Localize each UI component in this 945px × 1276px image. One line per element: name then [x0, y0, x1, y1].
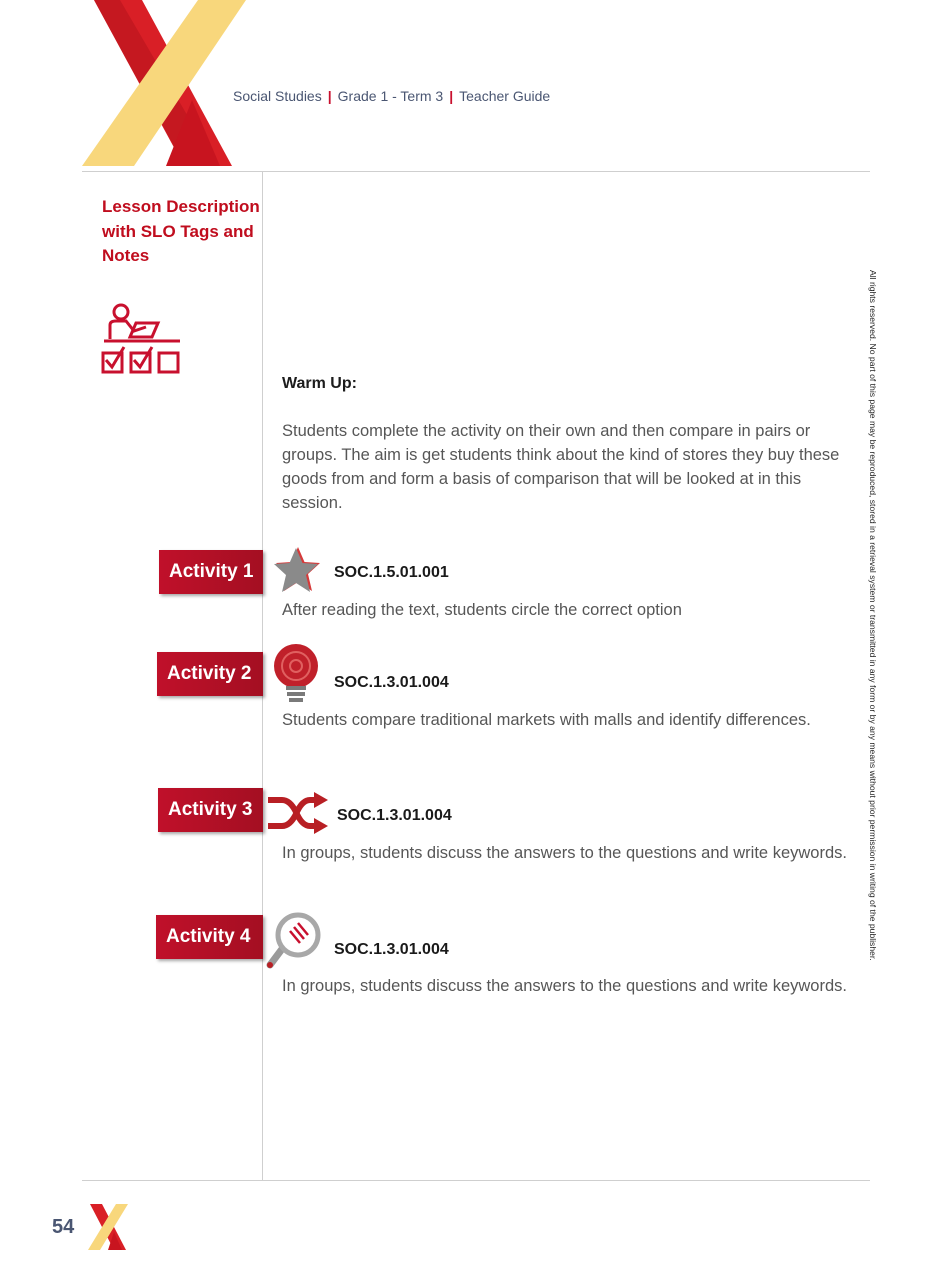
separator: | [327, 88, 332, 104]
section-title: Lesson Description with SLO Tags and Notes [102, 197, 260, 265]
guide-label: Teacher Guide [459, 88, 551, 104]
star-icon [270, 546, 322, 594]
separator: | [449, 88, 454, 104]
warm-up-title: Warm Up: [282, 375, 357, 392]
divider-top [82, 171, 870, 172]
warm-up-text: Students complete the activity on their own and then compare in pairs or groups. The aim is get students think about the kind of stores they buy these goods from and form a basis of comparison that will be looked at in this session. [282, 422, 840, 512]
shuffle-icon [266, 792, 328, 834]
activity-text: In groups, students discuss the answers to the questions and write keywords. [282, 977, 847, 995]
activity-text: After reading the text, students circle the correct option [282, 601, 682, 619]
breadcrumb [233, 88, 550, 104]
activity-badge: Activity 2 [157, 652, 263, 696]
activity-badge: Activity 4 [156, 915, 263, 959]
copyright-note [866, 270, 880, 1010]
grade-label: Grade 1 - Term 3 [337, 88, 444, 104]
lightbulb-icon [270, 642, 322, 706]
subject-label: Social Studies [233, 88, 322, 104]
magnifier-icon [266, 911, 328, 971]
slo-tag: SOC.1.3.01.004 [334, 674, 449, 691]
page-number: 54 [52, 1216, 75, 1238]
brand-logo-top [80, 0, 250, 166]
slo-tag: SOC.1.3.01.004 [334, 941, 449, 958]
activity-text: Students compare traditional markets with malls and identify differences. [282, 711, 811, 729]
divider-bottom [82, 1180, 870, 1181]
brand-logo-bottom [86, 1204, 130, 1250]
teacher-desk-icon [100, 303, 184, 377]
slo-tag: SOC.1.5.01.001 [334, 564, 449, 581]
copyright-text: All rights reserved. No part of this page may be reproduced, stored in a retrieval system or transmitted in any form or by any means without prior permission in writing of the publisher. [868, 270, 878, 961]
activity-badge: Activity 3 [158, 788, 263, 832]
activity-badge: Activity 1 [159, 550, 263, 594]
activity-text: In groups, students discuss the answers to the questions and write keywords. [282, 844, 847, 862]
slo-tag: SOC.1.3.01.004 [337, 807, 452, 824]
